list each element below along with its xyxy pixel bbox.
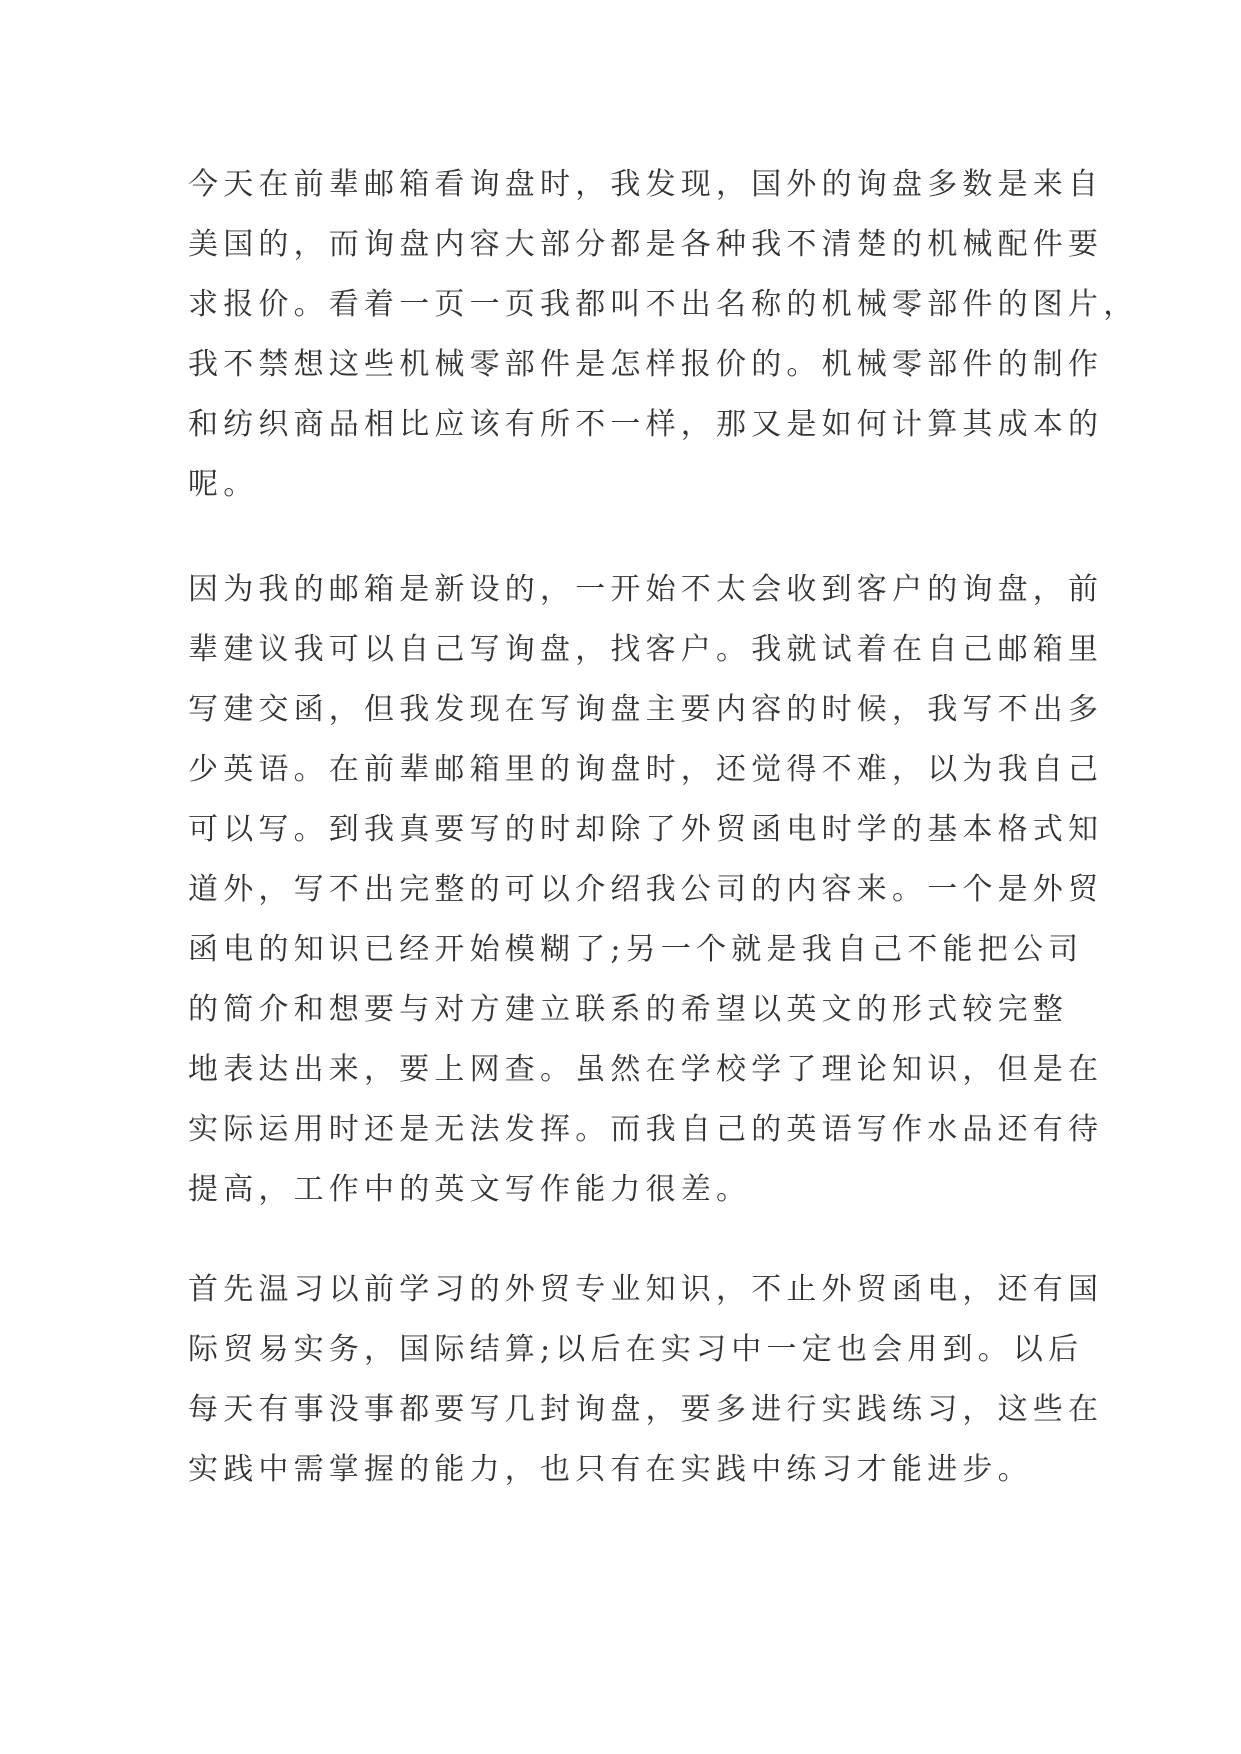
text-line: 可以写。到我真要写的时却除了外贸函电时学的基本格式知: [188, 812, 1104, 847]
text-line: 今天在前辈邮箱看询盘时，我发现，国外的询盘多数是来自: [188, 167, 1104, 202]
text-line: 的简介和想要与对方建立联系的希望以英文的形式较完整: [188, 992, 1068, 1027]
text-line: 提高，工作中的英文写作能力很差。: [188, 1172, 752, 1207]
text-line: 我不禁想这些机械零部件是怎样报价的。机械零部件的制作: [188, 347, 1104, 382]
text-line: 因为我的邮箱是新设的，一开始不太会收到客户的询盘，前: [188, 572, 1104, 607]
text-line: 和纺织商品相比应该有所不一样，那又是如何计算其成本的: [188, 407, 1104, 442]
text-line: 少英语。在前辈邮箱里的询盘时，还觉得不难，以为我自己: [188, 752, 1104, 787]
text-line: 首先温习以前学习的外贸专业知识，不止外贸函电，还有国: [188, 1272, 1104, 1307]
paragraph-3: [188, 1260, 1104, 1500]
text-line: 道外，写不出完整的可以介绍我公司的内容来。一个是外贸: [188, 872, 1104, 907]
text-line: 实际运用时还是无法发挥。而我自己的英语写作水品还有待: [188, 1112, 1104, 1147]
text-line: 写建交函，但我发现在写询盘主要内容的时候，我写不出多: [188, 692, 1104, 727]
text-line: 地表达出来，要上网查。虽然在学校学了理论知识，但是在: [188, 1052, 1104, 1087]
text-line: 呢。: [188, 467, 259, 502]
paragraph-1: [188, 155, 1139, 515]
text-line: 实践中需掌握的能力，也只有在实践中练习才能进步。: [188, 1452, 1033, 1487]
paragraph-2: [188, 560, 1104, 1220]
text-line: 每天有事没事都要写几封询盘，要多进行实践练习，这些在: [188, 1392, 1104, 1427]
text-line: 美国的，而询盘内容大部分都是各种我不清楚的机械配件要: [188, 227, 1104, 262]
text-line: 际贸易实务，国际结算;以后在实习中一定也会用到。以后: [188, 1332, 1084, 1367]
text-line: 求报价。看着一页一页我都叫不出名称的机械零部件的图片，: [188, 287, 1139, 322]
text-line: 函电的知识已经开始模糊了;另一个就是我自己不能把公司: [188, 932, 1084, 967]
text-line: 辈建议我可以自己写询盘，找客户。我就试着在自己邮箱里: [188, 632, 1104, 667]
